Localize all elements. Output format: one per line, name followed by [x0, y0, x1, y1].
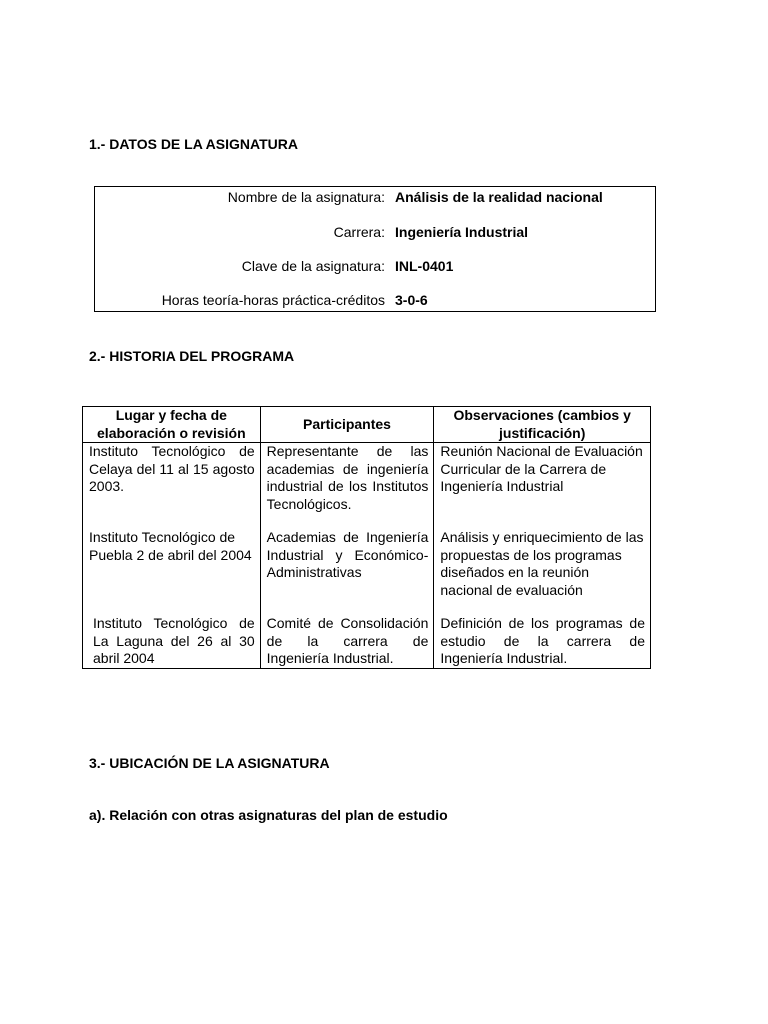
datos-value: INL-0401: [395, 258, 454, 274]
cell-participantes: Representante de las academias de ingeniería industrial de los Institutos Tecnológicos.: [260, 443, 434, 530]
section-title-ubicacion: 3.- UBICACIÓN DE LA ASIGNATURA: [89, 755, 330, 771]
cell-lugar: Instituto Tecnológico de La Laguna del 26 al 30 abril 2004: [83, 615, 261, 668]
section-title-relacion: a). Relación con otras asignaturas del plan de estudio: [89, 807, 448, 823]
datos-value: Análisis de la realidad nacional: [395, 189, 603, 205]
datos-row-clave: [95, 256, 655, 276]
datos-row-carrera: [95, 222, 655, 242]
datos-label: Clave de la asignatura:: [241, 258, 385, 274]
header-lugar: Lugar y fecha de elaboración o revisión: [83, 407, 261, 443]
table-header-row: [83, 407, 651, 443]
datos-value: Ingeniería Industrial: [395, 224, 529, 240]
cell-observaciones: Definición de los programas de estudio de la carrera de Ingeniería Industrial.: [434, 615, 651, 668]
table-row: [83, 443, 651, 530]
cell-lugar: Instituto Tecnológico de Puebla 2 de abril del 2004: [83, 529, 261, 615]
datos-asignatura-box: [94, 186, 656, 312]
datos-label: Horas teoría-horas práctica-créditos: [161, 292, 385, 308]
historia-table: [82, 406, 651, 669]
header-participantes: Participantes: [260, 407, 434, 443]
datos-label: Carrera:: [333, 224, 385, 240]
table-row: [83, 529, 651, 615]
datos-value: 3-0-6: [395, 292, 428, 308]
header-observaciones: Observaciones (cambios y justificación): [434, 407, 651, 443]
section-title-historia: 2.- HISTORIA DEL PROGRAMA: [89, 348, 295, 364]
cell-participantes: Academias de Ingeniería Industrial y Económico-Administrativas: [260, 529, 434, 615]
section-title-datos: 1.- DATOS DE LA ASIGNATURA: [89, 136, 298, 152]
cell-observaciones: Análisis y enriquecimiento de las propuestas de los programas diseñados en la reunión nacional de evaluación: [434, 529, 651, 615]
cell-observaciones: Reunión Nacional de Evaluación Curricular de la Carrera de Ingeniería Industrial: [434, 443, 651, 530]
datos-row-horas: [95, 290, 655, 310]
table-row: [83, 615, 651, 668]
datos-row-nombre: [95, 187, 655, 207]
cell-lugar: Instituto Tecnológico de Celaya del 11 al 15 agosto 2003.: [83, 443, 261, 530]
datos-label: Nombre de la asignatura:: [227, 189, 385, 205]
cell-participantes: Comité de Consolidación de la carrera de Ingeniería Industrial.: [260, 615, 434, 668]
